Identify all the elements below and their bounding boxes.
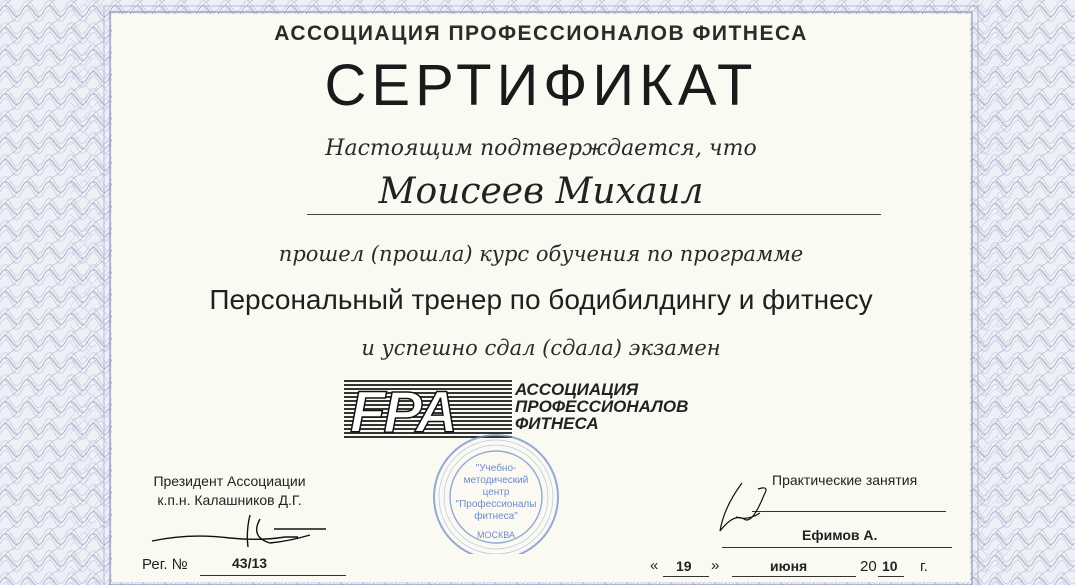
recipient-name: Моисеев Михаил (378, 171, 704, 212)
course-intro: прошел (прошла) курс обучения по программе (278, 242, 804, 266)
registration-number: 43/13 (232, 555, 268, 571)
date-year-prefix: 20 (860, 558, 877, 575)
registration-label: Рег. № (142, 556, 188, 573)
date-year-unit: г. (920, 558, 928, 575)
stamp-line-2: методический (463, 475, 529, 486)
registration-line (200, 575, 346, 576)
date-year-suffix: 10 (882, 558, 898, 574)
president-name: к.п.н. Калашников Д.Г. (157, 492, 302, 508)
logo-line-1: АССОЦИАЦИЯ (515, 380, 639, 399)
confirm-text: Настоящим подтверждается, что (325, 136, 757, 161)
president-block (142, 472, 317, 510)
exam-text: и успешно сдал (сдала) экзамен (361, 336, 721, 360)
practice-name-line (722, 547, 952, 548)
stamp-line-3: центр (482, 487, 510, 498)
date-close-quote: » (711, 557, 720, 574)
fpa-logo-letters: FPA (350, 380, 456, 440)
association-header: АССОЦИАЦИЯ ПРОФЕССИОНАЛОВ ФИТНЕСА (274, 22, 808, 45)
round-stamp (424, 429, 569, 554)
fpa-logo-text (515, 381, 688, 432)
stamp-city: МОСКВА (477, 530, 515, 540)
president-title: Президент Ассоциации (153, 473, 306, 489)
certificate-title: СЕРТИФИКАТ (324, 53, 758, 118)
date-month: июня (770, 558, 808, 574)
logo-line-3: ФИТНЕСА (515, 414, 599, 433)
practice-title: Практические занятия (772, 472, 918, 488)
course-name: Персональный тренер по бодибилдингу и фитнесу (209, 284, 873, 315)
date-day-line (663, 576, 709, 577)
practice-name: Ефимов А. (802, 527, 878, 543)
name-underline (307, 214, 881, 215)
date-open-quote: « (650, 557, 659, 574)
stamp-line-5: фитнеса" (474, 511, 518, 522)
president-signature (150, 511, 350, 551)
date-year-line (878, 576, 904, 577)
logo-line-2: ПРОФЕССИОНАЛОВ (515, 397, 689, 416)
certificate-body (112, 14, 970, 582)
stamp-line-1: "Учебно- (475, 463, 517, 474)
stamp-line-4: "Профессионалы (455, 499, 537, 510)
practice-signature (712, 479, 782, 539)
date-day: 19 (676, 558, 692, 574)
date-month-line (732, 576, 856, 577)
